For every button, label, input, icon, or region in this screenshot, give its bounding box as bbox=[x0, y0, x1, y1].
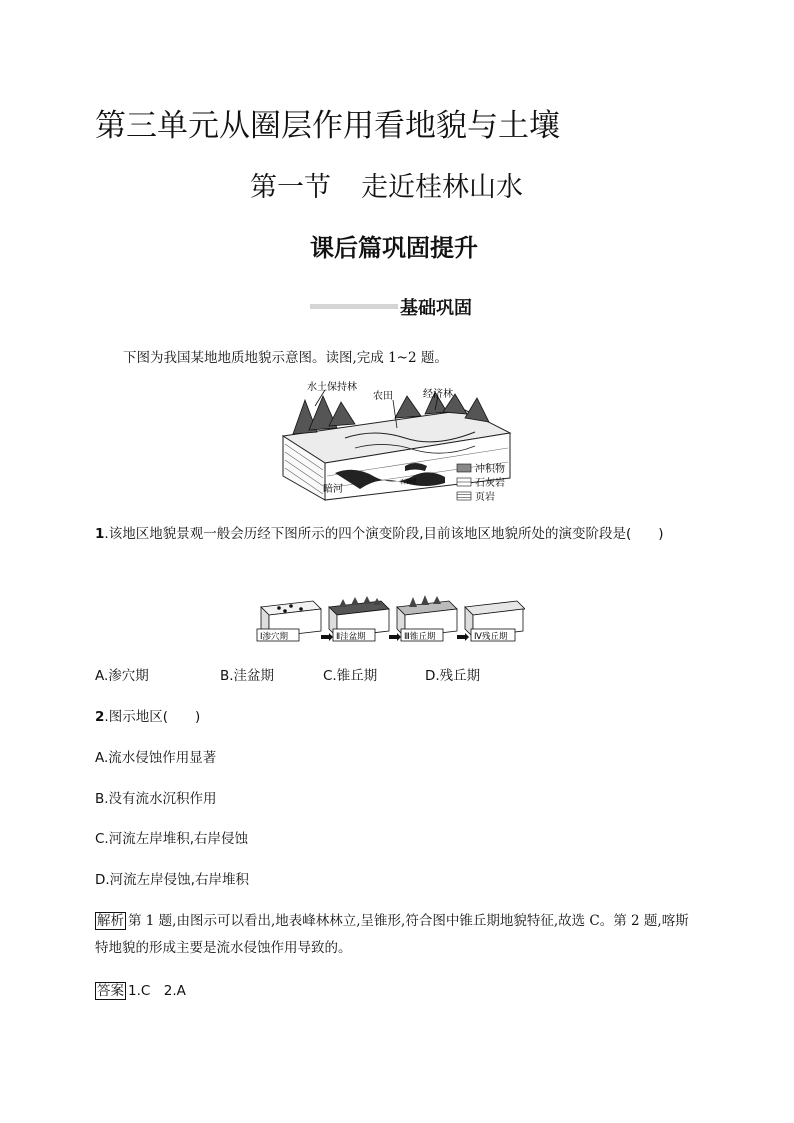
figure-legend bbox=[455, 462, 525, 504]
section-name: 走近桂林山水 bbox=[361, 172, 523, 203]
analysis-line-2: 特地貌的形成主要是流水侵蚀作用导致的。 bbox=[95, 940, 352, 956]
stage-label: Ⅰ渗穴期 bbox=[260, 632, 289, 642]
legend-item: 石灰岩 bbox=[475, 478, 505, 489]
q2-option-b: B.没有流水沉积作用 bbox=[95, 791, 217, 807]
intro-text: 下图为我国某地地质地貌示意图。读图,完成 1~2 题。 bbox=[123, 350, 448, 366]
q1-option-b: B.洼盆期 bbox=[220, 668, 275, 684]
sub-title: 课后篇巩固提升 bbox=[310, 233, 478, 262]
section-number: 第一节 bbox=[250, 172, 331, 203]
q1-option-a: A.渗穴期 bbox=[95, 668, 149, 684]
answer-text: 1.C 2.A bbox=[128, 983, 186, 999]
q2-option-a: A.流水侵蚀作用显著 bbox=[95, 750, 217, 766]
question-1 bbox=[95, 522, 664, 542]
stage-label: Ⅱ洼盆期 bbox=[336, 632, 366, 642]
stages-figure bbox=[255, 595, 525, 647]
question-text: .图示地区( ) bbox=[104, 709, 201, 725]
label-farmland: 农田 bbox=[373, 391, 393, 402]
q2-option-c: C.河流左岸堆积,右岸侵蚀 bbox=[95, 831, 249, 847]
analysis-tag: 解析 bbox=[97, 913, 124, 929]
analysis-line-1 bbox=[95, 909, 689, 929]
legend-item: 冲积物 bbox=[475, 464, 505, 475]
section-divider bbox=[310, 304, 398, 309]
label-forest: 水土保持林 bbox=[307, 382, 357, 393]
stage-label: Ⅲ锥丘期 bbox=[404, 632, 436, 642]
section-label: 基础巩固 bbox=[400, 298, 472, 319]
label-cave: 石钟乳 bbox=[400, 479, 419, 486]
unit-title: 第三单元从圈层作用看地貌与土壤 bbox=[95, 108, 560, 144]
answer-tag: 答案 bbox=[97, 983, 124, 999]
q2-option-d: D.河流左岸侵蚀,右岸堆积 bbox=[95, 872, 249, 888]
question-text: .该地区地貌景观一般会历经下图所示的四个演变阶段,目前该地区地貌所处的演变阶段是( ) bbox=[104, 526, 664, 542]
analysis-text: 第 1 题,由图示可以看出,地表峰林林立,呈锥形,符合图中锥丘期地貌特征,故选 C。第 2 题,喀斯 bbox=[128, 913, 689, 929]
stage-label: Ⅳ残丘期 bbox=[474, 632, 508, 642]
answer-line bbox=[95, 979, 186, 999]
q1-option-d: D.残丘期 bbox=[425, 668, 481, 684]
question-number: 2 bbox=[95, 709, 105, 725]
legend-item: 页岩 bbox=[475, 492, 495, 503]
question-number: 1 bbox=[95, 526, 105, 542]
label-economic: 经济林 bbox=[423, 389, 453, 400]
section-title bbox=[250, 165, 523, 204]
q1-option-c: C.锥丘期 bbox=[323, 668, 378, 684]
label-river: 暗河 bbox=[323, 484, 343, 495]
question-2 bbox=[95, 705, 200, 725]
